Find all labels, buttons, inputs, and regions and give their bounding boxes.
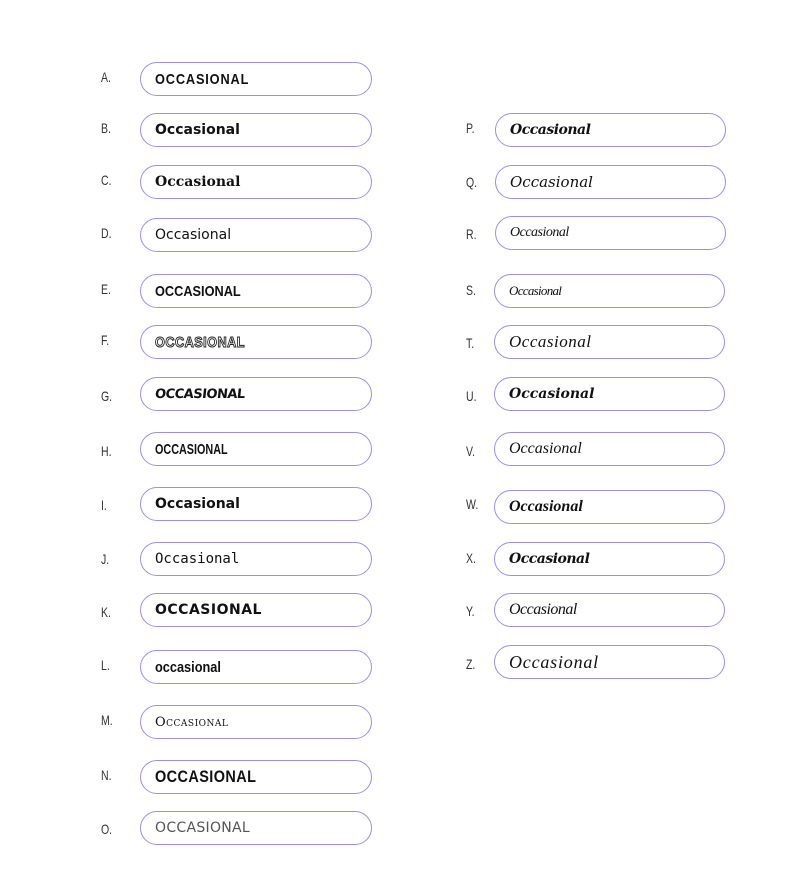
option-letter: U. <box>466 388 477 404</box>
font-sample-button[interactable] <box>140 760 372 794</box>
option-letter: C. <box>101 172 112 188</box>
font-sample-button[interactable] <box>140 432 372 466</box>
font-sample-button[interactable] <box>140 325 372 359</box>
font-sample-text: Occasional <box>510 173 593 191</box>
font-sample-text: OCCASIONAL <box>154 386 246 402</box>
option-letter: V. <box>466 443 475 459</box>
font-sample-button[interactable] <box>495 113 726 147</box>
font-sample-button[interactable] <box>494 432 725 466</box>
font-sample-text: OCCASIONAL <box>155 282 241 300</box>
option-letter: N. <box>101 767 112 783</box>
font-sample-button[interactable] <box>494 325 725 359</box>
option-letter: X. <box>466 550 476 566</box>
option-letter: O. <box>101 821 113 837</box>
option-letter: R. <box>466 226 477 242</box>
font-sample-text: Occasional <box>509 601 577 618</box>
font-sample-button[interactable] <box>494 593 725 627</box>
font-sample-text: Occasional <box>155 551 240 567</box>
option-letter: E. <box>101 281 111 297</box>
font-sample-text: OCCASIONAL <box>155 767 257 786</box>
option-letter: G. <box>101 388 113 404</box>
font-sample-button[interactable] <box>494 377 725 411</box>
option-letter: A. <box>101 69 111 85</box>
font-sample-button[interactable] <box>140 377 372 411</box>
option-letter: S. <box>466 282 476 298</box>
option-letter: Q. <box>466 174 478 190</box>
font-sample-text: OCCASIONAL <box>155 70 250 88</box>
font-sample-text: Occasional <box>509 386 595 402</box>
option-letter: J. <box>101 551 110 567</box>
font-sample-text: Occasional <box>509 498 583 515</box>
option-letter: L. <box>101 657 110 673</box>
option-letter: Z. <box>466 656 476 672</box>
font-sample-button[interactable] <box>494 542 725 576</box>
font-sample-text: Occasional <box>155 714 229 730</box>
font-sample-text: Occasional <box>509 283 562 298</box>
option-letter: H. <box>101 443 112 459</box>
font-sample-text: Occasional <box>155 227 232 243</box>
font-sample-text: Occasional <box>155 496 240 512</box>
font-sample-button[interactable] <box>140 165 372 199</box>
font-sample-button[interactable] <box>140 650 372 684</box>
font-sample-button[interactable] <box>140 218 372 252</box>
font-sample-text: Occasional <box>510 122 591 138</box>
font-sample-text: Occasional <box>509 332 592 351</box>
option-letter: D. <box>101 225 112 241</box>
font-sample-button[interactable] <box>140 593 372 627</box>
option-letter: I. <box>101 497 107 513</box>
option-letter: M. <box>101 712 113 728</box>
font-sample-text: OCCASIONAL <box>155 333 245 351</box>
font-sample-text: Occasional <box>155 122 240 138</box>
font-sample-button[interactable] <box>495 165 726 199</box>
font-sample-text: OCCASIONAL <box>155 820 251 836</box>
font-sample-text: Occasional <box>155 174 241 190</box>
font-sample-text: occasional <box>155 658 221 676</box>
font-sample-text: Occasional <box>509 440 582 457</box>
font-sample-button[interactable] <box>140 113 372 147</box>
font-sample-button[interactable] <box>140 811 372 845</box>
font-sample-button[interactable] <box>494 274 725 308</box>
option-letter: B. <box>101 120 111 136</box>
option-letter: Y. <box>466 603 475 619</box>
font-sample-text: Occasional <box>510 225 569 240</box>
font-sample-button[interactable] <box>140 62 372 96</box>
option-letter: F. <box>101 332 110 348</box>
option-letter: T. <box>466 335 475 351</box>
font-sample-button[interactable] <box>140 487 372 521</box>
option-letter: W. <box>466 496 479 512</box>
font-sample-button[interactable] <box>140 705 372 739</box>
option-letter: K. <box>101 604 111 620</box>
font-sample-button[interactable] <box>494 645 725 679</box>
font-sample-text: Occasional <box>509 551 590 567</box>
font-sample-button[interactable] <box>140 542 372 576</box>
font-sample-button[interactable] <box>140 274 372 308</box>
font-sample-text: Occasional <box>509 651 599 672</box>
font-sample-button[interactable] <box>494 490 725 524</box>
font-sample-text: OCCASIONAL <box>155 440 228 458</box>
font-sample-button[interactable] <box>495 216 726 250</box>
font-sample-text: OCCASIONAL <box>155 602 262 618</box>
option-letter: P. <box>466 120 475 136</box>
